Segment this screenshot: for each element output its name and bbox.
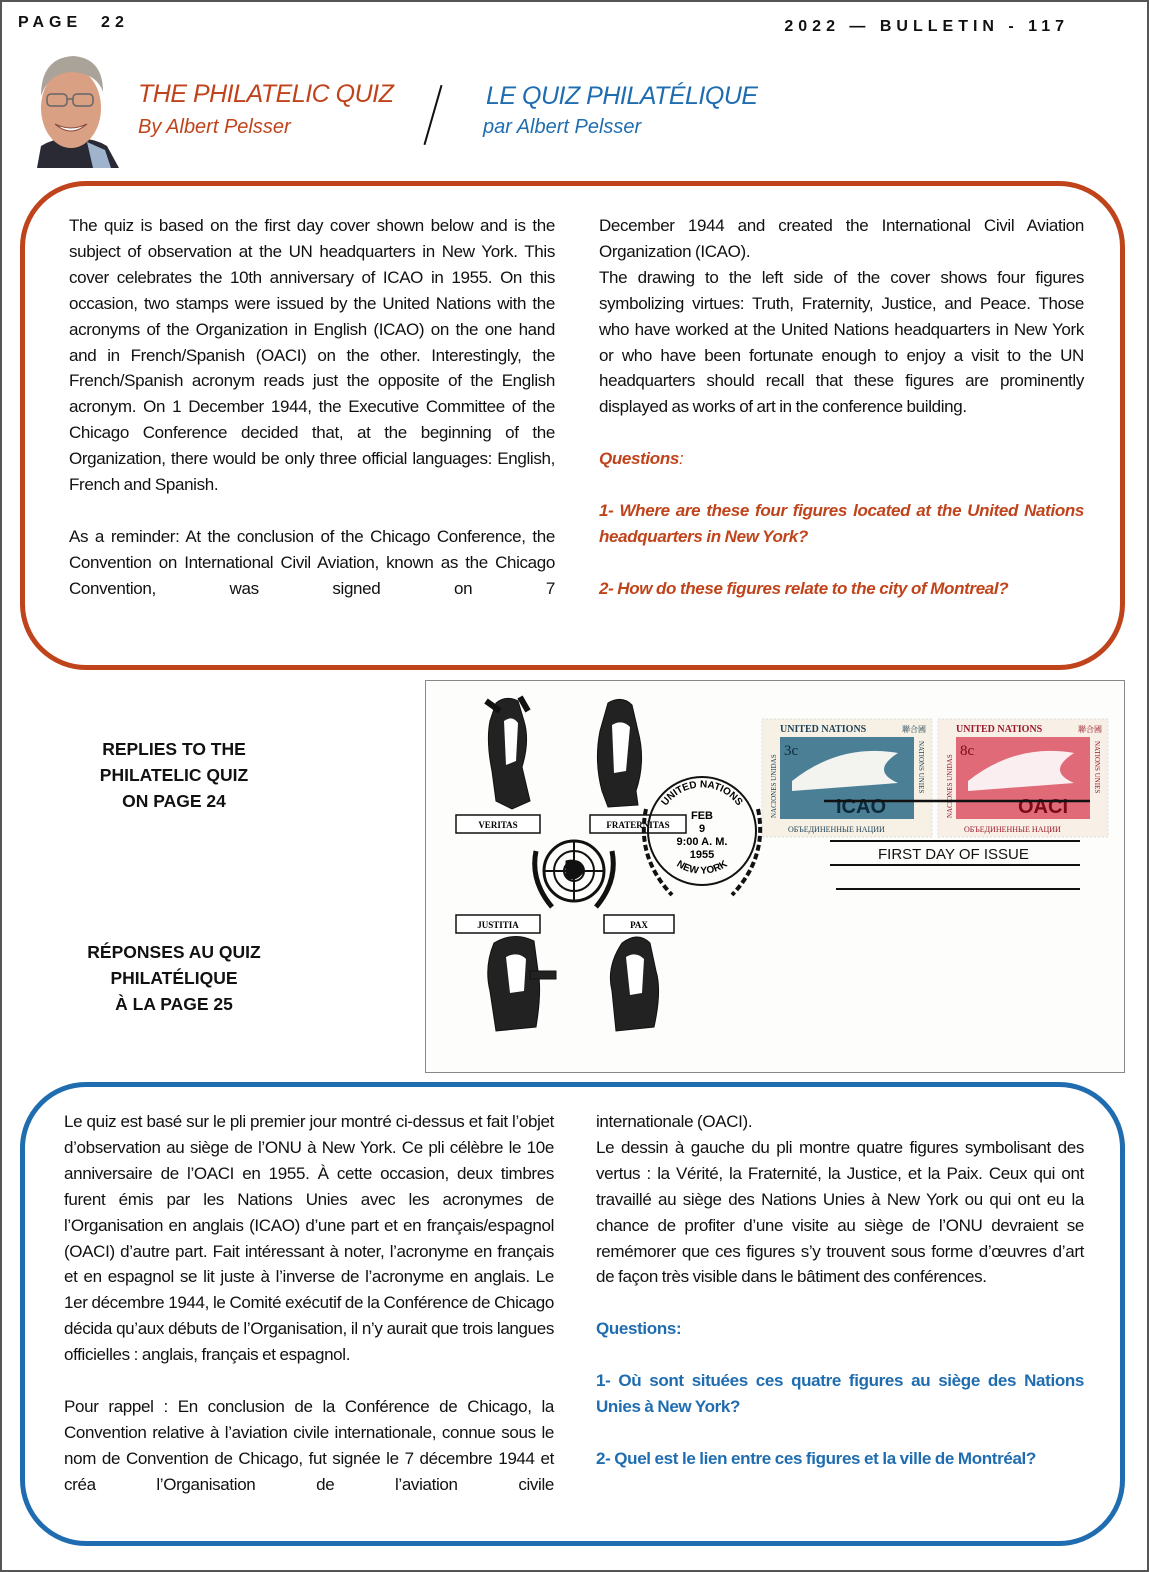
- stamp2-left: NACIONES UNIDAS: [946, 754, 954, 818]
- first-day-of-issue: FIRST DAY OF ISSUE: [878, 846, 1029, 863]
- postmark-top: UNITED NATIONS: [659, 779, 745, 808]
- postmark-bottom-wrap: [675, 858, 731, 877]
- french-question-2: 2- Quel est le lien entre ces figures et la ville de Montréal?: [596, 1448, 1036, 1468]
- replies-french-line-3: À LA PAGE 25: [115, 994, 233, 1014]
- stamp1-bottom: ОБЪЕДИНЕННЫЕ НАЦИИ: [788, 825, 885, 834]
- replies-english-line-1: REPLIES TO THE: [102, 739, 246, 759]
- replies-english: [54, 736, 294, 814]
- replies-french-line-1: RÉPONSES AU QUIZ: [87, 942, 261, 962]
- english-paragraph-2: As a reminder: At the conclusion of the Chicago Conference, the Convention on International Civil Aviation, known as the Chicago Convention, was signed on 7: [69, 526, 555, 598]
- stamp1-left: NACIONES UNIDAS: [770, 754, 778, 818]
- stamp1-acronym: ICAO: [836, 796, 886, 818]
- stamp2-value: 8c: [960, 743, 975, 759]
- postmark-day: 9: [698, 823, 706, 835]
- author-portrait: [27, 46, 119, 168]
- stamp1-top: UNITED NATIONS: [780, 724, 867, 735]
- french-paragraph-2: Pour rappel : En conclusion de la Conférence de Chicago, la Convention relative à l’aviation civile internationale, connue sous le nom de Convention de Chicago, fut signée le 7 décembre 1944 et créa l’Organisation de l’aviation civile: [64, 1396, 554, 1494]
- byline-french: par Albert Pelsser: [483, 116, 642, 138]
- un-emblem-icon: [535, 841, 614, 907]
- replies-english-line-3: ON PAGE 24: [122, 791, 226, 811]
- english-questions-label: [599, 446, 1084, 472]
- stamp-oaci: [938, 719, 1108, 837]
- stamp1-value: 3c: [784, 743, 799, 759]
- postmark: [644, 777, 760, 895]
- english-paragraph-2-cont: December 1944 and created the International Civil Aviation Organization (ICAO).: [599, 216, 1084, 261]
- english-column-right: [599, 213, 1084, 602]
- figure-fraternitas-icon: [597, 699, 641, 807]
- postmark-bottom: NEW YORK: [674, 858, 730, 877]
- stamp-icao: [762, 719, 932, 837]
- replies-french-line-2: PHILATÉLIQUE: [110, 968, 238, 988]
- french-paragraph-2-cont: internationale (OACI).: [596, 1112, 753, 1131]
- stamp1-chinese: 聯合國: [902, 725, 926, 734]
- french-column-left: [64, 1109, 554, 1498]
- english-paragraph-3: The drawing to the left side of the cover shows four figures symbolizing virtues: Truth, Fraternity, Justice, and Peace. Those who have worked at the United Nations headquarters in New York or who have been fortunate enough to enjoy a visit to the UN headquarters should recall that these figures are prominently displayed as works of art in the conference building.: [599, 267, 1084, 417]
- banner-fraternitas: FRATERNITAS: [606, 820, 670, 830]
- figure-pax-icon: [610, 937, 658, 1031]
- french-paragraph-3: Le dessin à gauche du pli montre quatre figures symbolisant des vertus : la Vérité, la Fraternité, la Justice, et la Paix. Ceux qui ont travaillé au siège des Nations Unies à New York ou qui ont eu la chance de profiter d’une visite au siège de l’ONU devraient se remémorer que ces figures s’y trouvent sous forme d’œuvres d’art de façon très visible dans le bâtiment des conférences.: [596, 1137, 1084, 1287]
- english-question-2: 2- How do these figures relate to the city of Montreal?: [599, 578, 1009, 598]
- banner-justitia: JUSTITIA: [477, 920, 519, 930]
- first-day-cover-image: [425, 680, 1125, 1073]
- english-questions-word: Questions: [599, 449, 679, 469]
- stamp2-right: NATIONS UNIES: [1093, 741, 1101, 794]
- byline-english: By Albert Pelsser: [138, 116, 291, 138]
- banner-veritas: VERITAS: [478, 820, 518, 830]
- postmark-month: FEB: [691, 810, 713, 822]
- postmark-year: 1955: [689, 849, 715, 861]
- french-paragraph-1: Le quiz est basé sur le pli premier jour montré ci-dessus et fait l’objet d’observation au siège de l’ONU à New York. Ce pli célèbre le 10e anniversaire de l’OACI en 1955. À cette occasion, deux timbres furent émis par les Nations Unies avec les acronymes de l’Organisation en anglais (ICAO) d’une part et en français/espagnol (OACI) d’autre part. Fait intéressant à noter, l’acronyme en français et en espagnol se lit juste à l’inverse de l’acronyme en anglais. Le 1er décembre 1944, le Comité exécutif de la Conférence de Chicago décida qu’aux débuts de l’Organisation, il n’y aurait que trois langues officielles : anglais, français et espagnol.: [64, 1112, 554, 1365]
- figure-justitia-icon: [488, 936, 556, 1031]
- postmark-top-wrap: [660, 779, 745, 808]
- bulletin-issue: 2022 — BULLETIN - 117: [784, 18, 1069, 35]
- french-questions-label: Questions:: [596, 1319, 682, 1339]
- page-number: PAGE 22: [18, 14, 129, 31]
- english-questions-colon: :: [678, 449, 684, 469]
- figure-veritas-icon: [486, 697, 530, 809]
- english-question-1: 1- Where are these four figures located at the United Nations headquarters in New York?: [599, 500, 1084, 546]
- quiz-title-french: LE QUIZ PHILATÉLIQUE: [486, 82, 758, 110]
- stamp2-chinese: 聯合國: [1078, 725, 1102, 734]
- stamp2-top: UNITED NATIONS: [956, 724, 1043, 735]
- quiz-title-english: THE PHILATELIC QUIZ: [138, 80, 394, 108]
- english-column-left: [69, 213, 555, 602]
- stamp2-acronym: OACI: [1018, 796, 1068, 818]
- english-paragraph-1: The quiz is based on the first day cover shown below and is the subject of observation at the UN headquarters in New York. This cover celebrates the 10th anniversary of ICAO in 1955. On this occasion, two stamps were issued by the United Nations with the acronyms of the Organization in English (ICAO) on the one hand and in French/Spanish (OACI) on the other. Interestingly, the French/Spanish acronym reads just the opposite of the English acronym. On 1 December 1944, the Executive Committee of the Chicago Conference decided that, at the beginning of the Organization, there would be only three official languages: English, French and Spanish.: [69, 216, 555, 495]
- french-question-1: 1- Où sont situées ces quatre figures au siège des Nations Unies à New York?: [596, 1371, 1084, 1416]
- replies-english-line-2: PHILATELIC QUIZ: [99, 765, 249, 785]
- stamp2-bottom: ОБЪЕДИНЕННЫЕ НАЦИИ: [964, 825, 1061, 834]
- replies-french: [54, 939, 294, 1017]
- postmark-time: 9:00 A. M.: [676, 836, 728, 848]
- stamp1-right: NATIONS UNIES: [917, 741, 925, 794]
- french-column-right: [596, 1109, 1084, 1472]
- banner-pax: PAX: [630, 920, 648, 930]
